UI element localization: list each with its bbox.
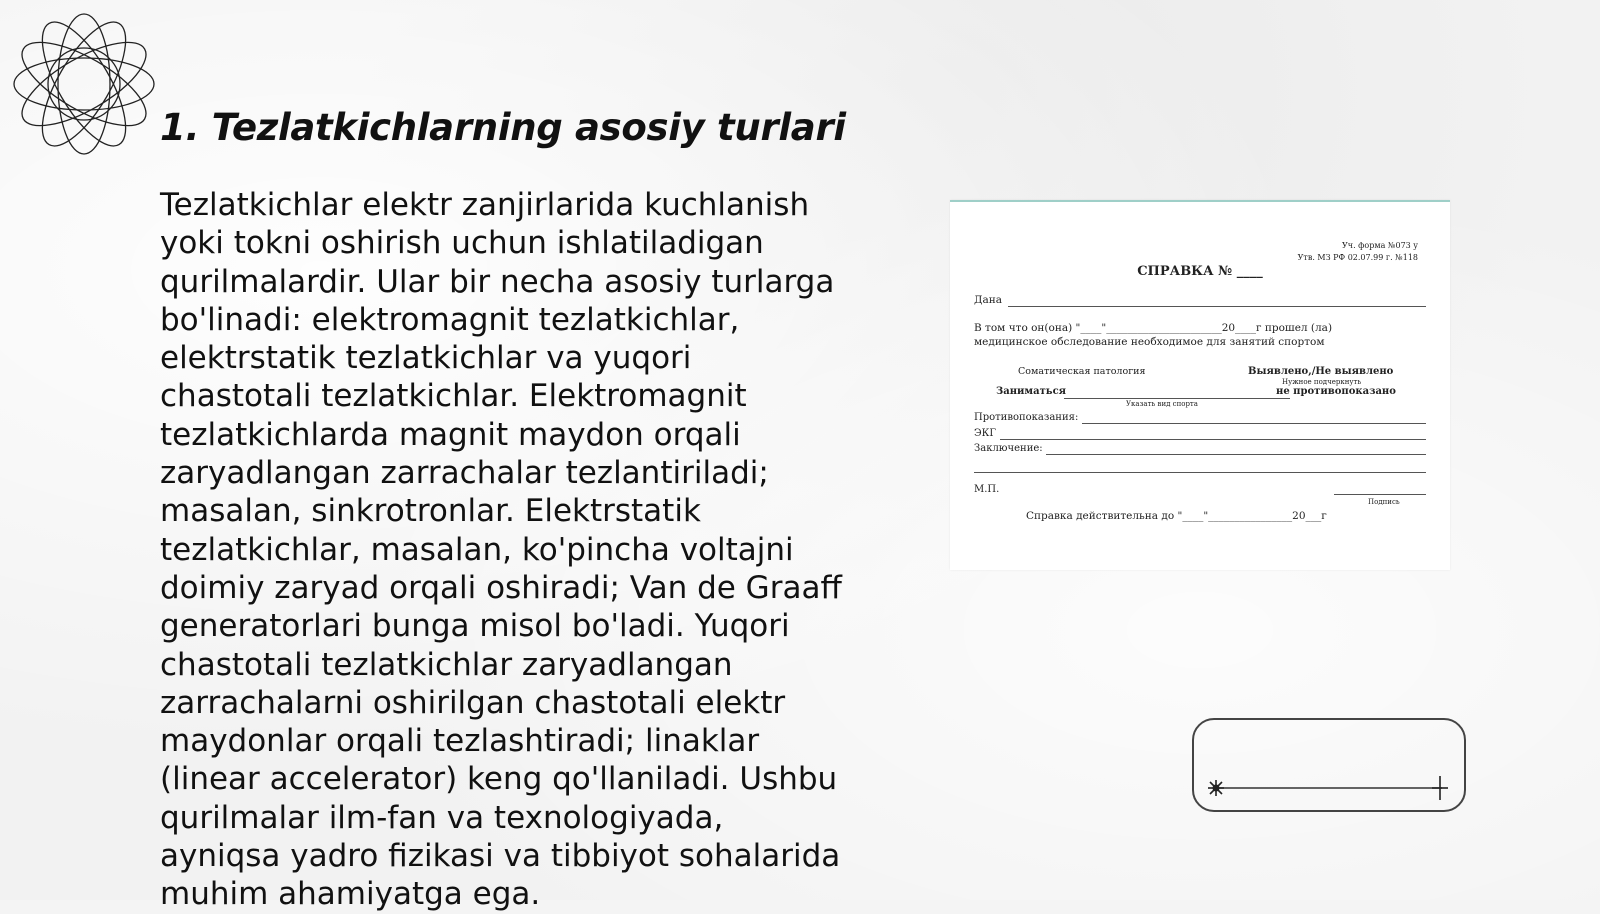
somatic-pathology-label: Соматическая патология — [1018, 366, 1146, 377]
statement-line-2: медицинское обследование необходимое для занятий спортом — [974, 336, 1325, 348]
ecg-label: ЭКГ — [974, 428, 997, 439]
extra-line — [974, 472, 1426, 473]
line-with-markers-icon — [1194, 720, 1464, 810]
sport-hint: Указать вид спорта — [1126, 400, 1198, 408]
issued-to-label: Дана — [974, 294, 1003, 306]
engage-label: Заниматься — [996, 386, 1067, 397]
valid-until-label: Справка действительна до "____"________________20___г — [1026, 510, 1327, 522]
conclusion-label: Заключение: — [974, 443, 1043, 454]
certificate-title: СПРАВКА № ____ — [1137, 264, 1263, 279]
statement-line-1: В том что он(она) "____"______________________20____г прошел (ла) — [974, 322, 1333, 334]
ecg-line — [1000, 439, 1426, 440]
not-contraindicated-label: не противопоказано — [1276, 386, 1396, 397]
form-code: Уч. форма №073 у Утв. МЗ РФ 02.07.99 г. №118 — [1297, 241, 1418, 262]
signature-line — [1334, 494, 1426, 495]
decorative-rounded-frame — [1192, 718, 1466, 812]
stamp-label: М.П. — [974, 484, 1000, 495]
orbital-rings-logo-icon — [10, 10, 158, 158]
signature-label: Подпись — [1368, 498, 1400, 506]
sport-line — [1064, 398, 1290, 399]
slide-body-text: Tezlatkichlar elektr zanjirlarida kuchlanish yoki tokni oshirish uchun ishlatiladigan qurilmalardir. Ular bir necha asosiy turlarga bo'linadi: elektromagnit tezlatkichlar, elektrstatik tezlatkichlar va yuqori chastotali tezlatkichlar. Elektromagnit tezlatkichlarda magnit maydon orqali zaryadlangan zarrachalar tezlantiriladi; masalan, sinkrotronlar. Elektrstatik tezlatkichlar, masalan, ko'pincha voltajni doimiy zaryad orqali oshiradi; Van de Graaff generatorlari bunga misol bo'ladi. Yuqori chastotali tezlatkichlar zaryadlangan zarrachalarni oshirilgan chastotali elektr maydonlar orqali tezlashtiradi; linaklar (linear accelerator) keng qo'llaniladi. Ushbu qurilmalar ilm-fan va texnologiyada, ayniqsa yadro fizikasi va tibbiyot sohalarida muhim ahamiyatga ega. — [160, 187, 842, 913]
issued-to-line — [1008, 306, 1426, 307]
medical-certificate-image — [950, 200, 1450, 570]
conclusion-line — [1046, 454, 1426, 455]
found-hint: Нужное подчеркнуть — [1282, 378, 1362, 386]
found-label: Выявлено,/Не выявлено — [1248, 366, 1394, 377]
slide-title: 1. Tezlatkichlarning asosiy turlari — [160, 106, 846, 149]
contraindications-line — [1082, 423, 1426, 424]
contraindications-label: Противопоказания: — [974, 412, 1079, 423]
